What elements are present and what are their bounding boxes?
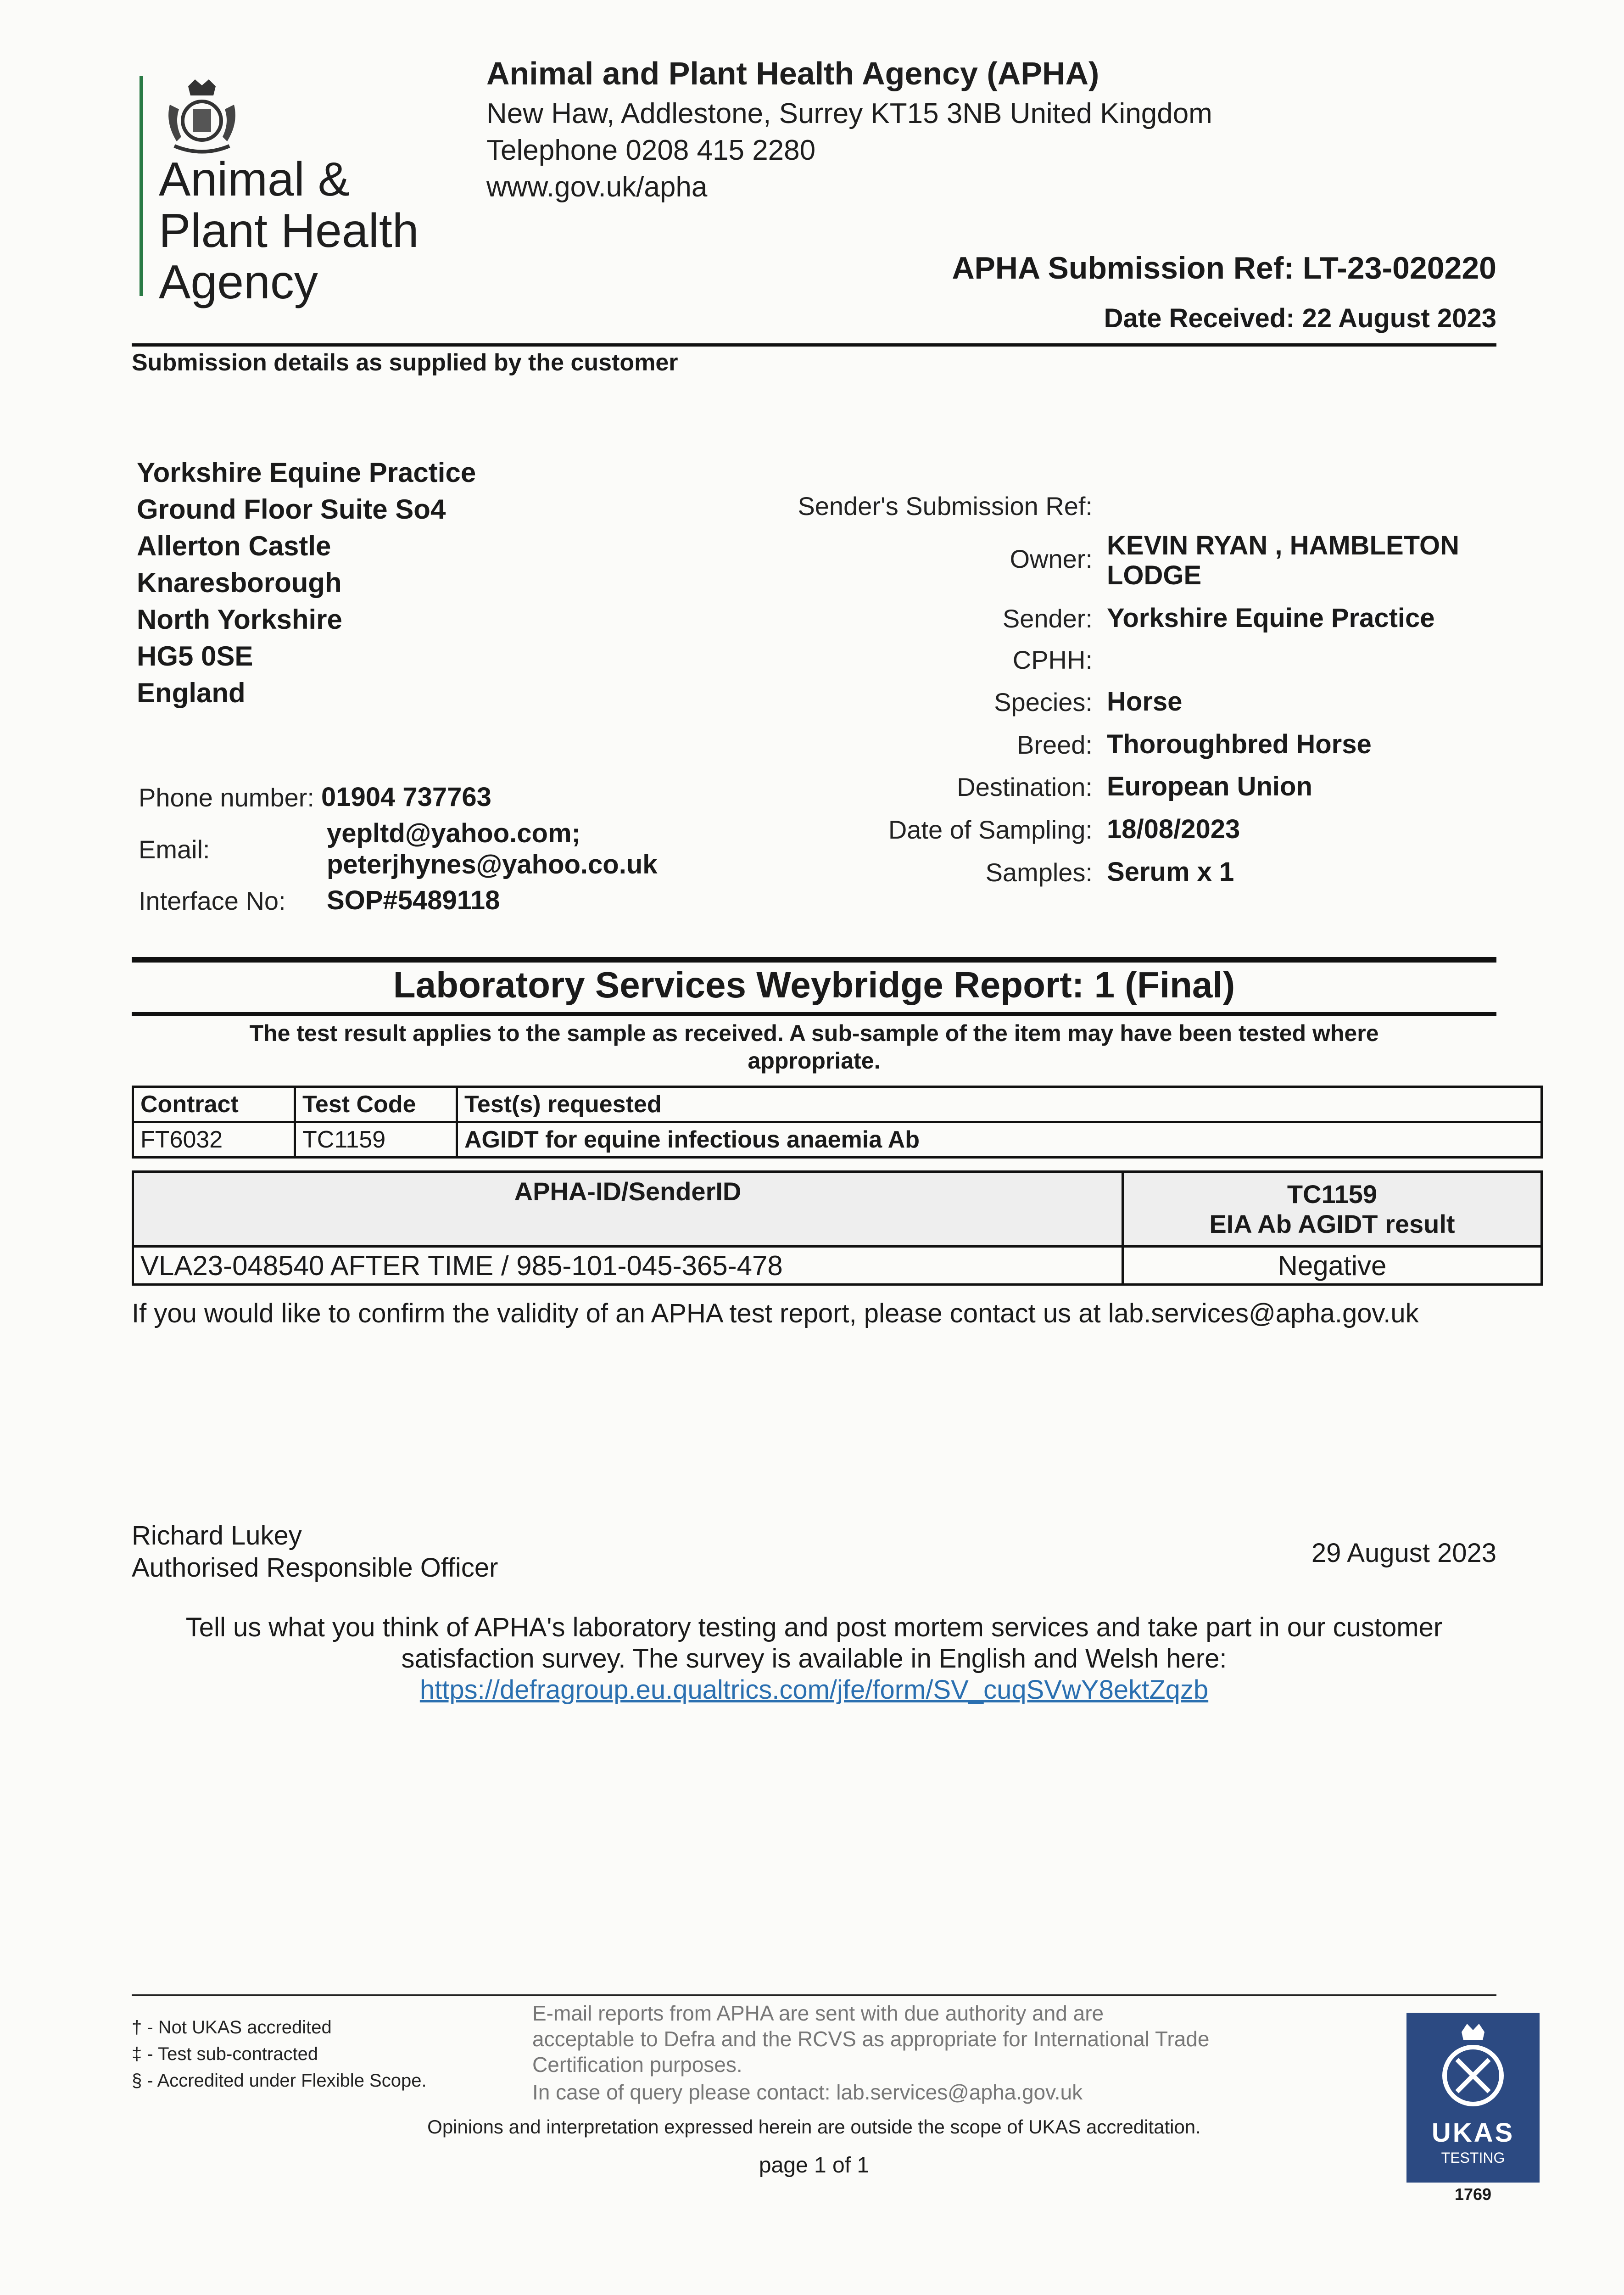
logo-text-line2: Plant Health xyxy=(159,204,419,257)
sender-value: Yorkshire Equine Practice xyxy=(1107,603,1435,633)
phone-label: Phone number: xyxy=(139,783,314,812)
survey-line2: satisfaction survey. The survey is available in English and Welsh here: xyxy=(401,1644,1227,1674)
table-header-row xyxy=(133,1087,1542,1122)
senders-ref-label: Sender's Submission Ref: xyxy=(798,492,1093,521)
email-note-line2: acceptable to Defra and the RCVS as appropriate for International Trade xyxy=(532,2027,1210,2051)
header-cell: Test Code xyxy=(295,1087,457,1122)
opinions-note: Opinions and interpretation expressed herein are outside the scope of UKAS accreditation. xyxy=(427,2116,1201,2138)
address-line: HG5 0SE xyxy=(137,641,253,672)
header-divider xyxy=(132,343,1496,347)
ukas-crown-icon xyxy=(1425,2018,1521,2115)
section-heading: Submission details as supplied by the customer xyxy=(132,349,678,376)
agency-address: New Haw, Addlestone, Surrey KT15 3NB United Kingdom xyxy=(486,98,1212,129)
sample-id-cell: VLA23-048540 AFTER TIME / 985-101-045-365-478 xyxy=(133,1247,1123,1285)
species-label: Species: xyxy=(994,688,1093,716)
email-note-line1: E-mail reports from APHA are sent with due authority and are xyxy=(532,2001,1104,2025)
signatory-name: Richard Lukey xyxy=(132,1521,302,1551)
submission-ref: APHA Submission Ref: LT-23-020220 xyxy=(952,251,1496,285)
footer-divider xyxy=(132,1994,1496,1996)
page-number: page 1 of 1 xyxy=(759,2153,870,2177)
ukas-number: 1769 xyxy=(1454,2185,1492,2204)
address-line: England xyxy=(137,677,246,708)
email-value-1[interactable]: yepltd@yahoo.com; xyxy=(327,818,580,848)
address-line: Ground Floor Suite So4 xyxy=(137,494,446,525)
email-note-line3: Certification purposes. xyxy=(532,2053,742,2077)
address-line: Knaresborough xyxy=(137,567,342,598)
result-header-cell xyxy=(1123,1172,1542,1247)
interface-label: Interface No: xyxy=(139,886,286,915)
destination-value: European Union xyxy=(1107,772,1312,801)
breed-label: Breed: xyxy=(1017,730,1093,759)
address-line: North Yorkshire xyxy=(137,604,342,635)
destination-label: Destination: xyxy=(957,772,1093,801)
samples-value: Serum x 1 xyxy=(1107,857,1234,887)
test-requested-cell: AGIDT for equine infectious anaemia Ab xyxy=(457,1122,1542,1158)
phone-value: 01904 737763 xyxy=(321,782,491,812)
test-code-cell: TC1159 xyxy=(295,1122,457,1158)
result-header-label: EIA Ab AGIDT result xyxy=(1209,1209,1455,1238)
validity-note: If you would like to confirm the validity of an APHA test report, please contact us at lab.services@apha.gov.uk xyxy=(132,1299,1419,1328)
result-cell: Negative xyxy=(1123,1247,1542,1285)
owner-value-line2: LODGE xyxy=(1107,560,1202,590)
agency-website[interactable]: www.gov.uk/apha xyxy=(486,171,708,203)
table-header-row xyxy=(133,1172,1542,1247)
species-value: Horse xyxy=(1107,687,1183,716)
header-cell: Contract xyxy=(133,1087,295,1122)
results-table xyxy=(132,1170,1543,1286)
interface-value: SOP#5489118 xyxy=(327,885,500,915)
legend-subcontracted: ‡ - Test sub-contracted xyxy=(132,2044,318,2064)
result-header-code: TC1159 xyxy=(1287,1180,1378,1209)
owner-label: Owner: xyxy=(1010,544,1093,573)
samples-label: Samples: xyxy=(985,858,1093,887)
report-note-line1: The test result applies to the sample as received. A sub-sample of the item may have been tested where xyxy=(249,1020,1379,1046)
legend-flexible-scope: § - Accredited under Flexible Scope. xyxy=(132,2071,427,2091)
signature-date: 29 August 2023 xyxy=(1311,1538,1496,1568)
breed-value: Thoroughbred Horse xyxy=(1107,729,1372,759)
table-row xyxy=(133,1247,1542,1285)
survey-line1: Tell us what you think of APHA's laboratory testing and post mortem services and take part in our customer xyxy=(185,1612,1443,1642)
ukas-accreditation-mark xyxy=(1406,2013,1540,2183)
agency-name: Animal and Plant Health Agency (APHA) xyxy=(486,56,1099,91)
email-label: Email: xyxy=(139,835,210,864)
agency-telephone: Telephone 0208 415 2280 xyxy=(486,134,816,166)
ukas-label: UKAS xyxy=(1431,2118,1515,2148)
report-divider-bottom xyxy=(132,1012,1496,1016)
address-line: Yorkshire Equine Practice xyxy=(137,457,476,488)
cphh-label: CPHH: xyxy=(1012,645,1093,674)
legend-not-accredited: † - Not UKAS accredited xyxy=(132,2017,332,2038)
ukas-sub: TESTING xyxy=(1441,2149,1505,2166)
address-line: Allerton Castle xyxy=(137,531,331,561)
query-note: In case of query please contact: lab.services@apha.gov.uk xyxy=(532,2080,1083,2104)
survey-link[interactable]: https://defragroup.eu.qualtrics.com/jfe/form/SV_cuqSVwY8ektZqzb xyxy=(419,1675,1209,1705)
logo-text-line1: Animal & xyxy=(159,153,350,206)
logo-accent-bar xyxy=(140,76,143,296)
owner-value-line1: KEVIN RYAN , HAMBLETON xyxy=(1107,531,1460,560)
report-divider-top xyxy=(132,957,1496,963)
tests-table xyxy=(132,1086,1543,1159)
sampling-date-value: 18/08/2023 xyxy=(1107,814,1240,844)
sender-label: Sender: xyxy=(1002,604,1093,633)
report-title: Laboratory Services Weybridge Report: 1 (Final) xyxy=(393,964,1235,1005)
report-note-line2: appropriate. xyxy=(748,1048,881,1074)
table-row xyxy=(133,1122,1542,1158)
sampling-date-label: Date of Sampling: xyxy=(888,815,1093,844)
contract-cell: FT6032 xyxy=(133,1122,295,1158)
id-header-cell: APHA-ID/SenderID xyxy=(133,1172,1123,1247)
signatory-title: Authorised Responsible Officer xyxy=(132,1553,498,1583)
royal-crest-icon xyxy=(156,77,248,160)
logo-text-line3: Agency xyxy=(159,256,318,309)
header-cell: Test(s) requested xyxy=(457,1087,1542,1122)
email-value-2[interactable]: peterjhynes@yahoo.co.uk xyxy=(327,850,658,879)
date-received: Date Received: 22 August 2023 xyxy=(1104,303,1496,333)
